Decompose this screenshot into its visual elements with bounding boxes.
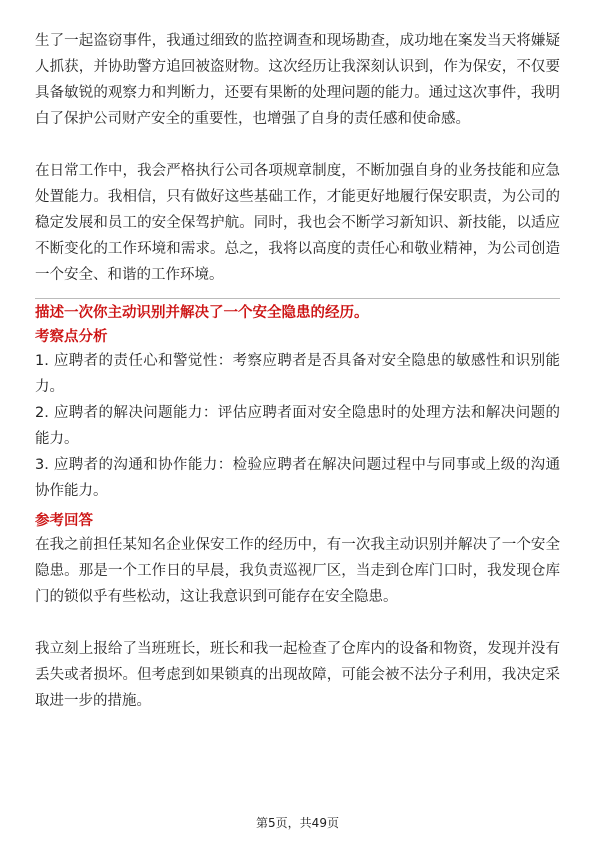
analysis-item: 1. 应聘者的责任心和警觉性：考察应聘者是否具备对安全隐患的敏感性和识别能力。	[35, 353, 560, 395]
answer-paragraph: 我立刻上报给了当班班长，班长和我一起检查了仓库内的设备和物资，发现并没有丢失或者损坏。但考虑到如果锁真的出现故障，可能会被不法分子利用，我决定采取进一步的措施。	[35, 641, 560, 709]
page-content	[35, 28, 560, 714]
page-number: 第5页，共49页	[256, 816, 339, 830]
answer-paragraph: 在我之前担任某知名企业保安工作的经历中，有一次我主动识别并解决了一个安全隐患。那是一个工作日的早晨，我负责巡视厂区，当走到仓库门口时，我发现仓库门的锁似乎有些松动，这让我意识到可能存在安全隐患。	[35, 537, 560, 605]
analysis-item: 2. 应聘者的解决问题能力：评估应聘者面对安全隐患时的处理方法和解决问题的能力。	[35, 405, 560, 447]
answer-heading: 参考回答	[35, 513, 93, 529]
body-paragraph: 在日常工作中，我会严格执行公司各项规章制度，不断加强自身的业务技能和应急处置能力。我相信，只有做好这些基础工作，才能更好地履行保安职责，为公司的稳定发展和员工的安全保驾护航。同时，我也会不断学习新知识、新技能，以适应不断变化的工作环境和需求。总之，我将以高度的责任心和敬业精神，为公司创造一个安全、和谐的工作环境。	[35, 163, 560, 283]
interview-question: 描述一次你主动识别并解决了一个安全隐患的经历。	[35, 305, 369, 321]
analysis-item: 3. 应聘者的沟通和协作能力：检验应聘者在解决问题过程中与同事或上级的沟通协作能力。	[35, 457, 560, 499]
analysis-heading: 考察点分析	[35, 329, 108, 345]
section-divider	[35, 298, 560, 299]
body-paragraph: 生了一起盗窃事件，我通过细致的监控调查和现场勘查，成功地在案发当天将嫌疑人抓获，并协助警方追回被盗财物。这次经历让我深刻认识到，作为保安，不仅要具备敏锐的观察力和判断力，还要有果断的处理问题的能力。通过这次事件，我明白了保护公司财产安全的重要性，也增强了自身的责任感和使命感。	[35, 33, 560, 127]
